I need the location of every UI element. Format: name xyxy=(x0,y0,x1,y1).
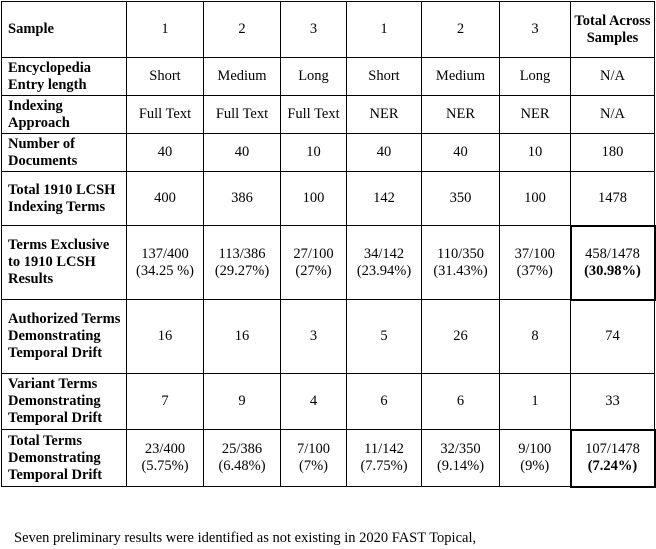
cell-percent: (29.27%) xyxy=(214,262,270,279)
cell-percent: (34.25 %) xyxy=(136,262,194,279)
header-col-3: 3 xyxy=(281,2,347,58)
row-label: Encyclopedia Entry length xyxy=(2,58,127,96)
total-cell: N/A xyxy=(571,58,655,96)
table-row xyxy=(2,374,655,430)
table-cell: 40 xyxy=(347,134,422,172)
header-total: Total Across Samples xyxy=(571,2,655,58)
cell-percent: (9.14%) xyxy=(436,458,485,474)
cell-fraction: 11/142 xyxy=(364,441,404,457)
row-label: Authorized Terms Demonstrating Temporal Drift xyxy=(2,300,127,374)
cell-percent: (23.94%) xyxy=(356,262,412,279)
cell-percent: (6.48%) xyxy=(218,458,266,474)
cell-fraction: 32/350 xyxy=(440,441,481,457)
cell-percent: (7%) xyxy=(299,458,328,474)
row-label: Indexing Approach xyxy=(2,96,127,134)
table-cell xyxy=(281,430,347,487)
cell-fraction: 27/100 xyxy=(293,245,334,262)
results-table xyxy=(1,1,656,488)
total-cell: 180 xyxy=(571,134,655,172)
table-cell: 5 xyxy=(347,300,422,374)
table-cell: Short xyxy=(347,58,422,96)
table-cell xyxy=(281,226,347,300)
table-cell xyxy=(500,226,571,300)
cell-fraction: 25/386 xyxy=(221,441,263,457)
cell-percent: (31.43%) xyxy=(433,262,488,279)
cell-fraction: 113/386 xyxy=(218,245,266,262)
table-cell: Short xyxy=(127,58,204,96)
cell-percent: (5.75%) xyxy=(141,458,189,474)
table-cell: 7 xyxy=(127,374,204,430)
table-cell: 40 xyxy=(204,134,281,172)
table-row xyxy=(2,430,655,487)
cell-percent: (30.98%) xyxy=(584,262,641,279)
table-cell: 386 xyxy=(204,172,281,226)
footnote-text: Seven preliminary results were identified as not existing in 2020 FAST Topical, xyxy=(14,530,477,546)
row-label: Number of Documents xyxy=(2,134,127,172)
table-cell: 3 xyxy=(281,300,347,374)
header-col-5: 2 xyxy=(422,2,500,58)
table-cell xyxy=(422,226,500,300)
table-cell xyxy=(127,430,204,487)
table-cell xyxy=(422,430,500,487)
table-cell: 142 xyxy=(347,172,422,226)
table-cell: 8 xyxy=(500,300,571,374)
table-cell: 40 xyxy=(127,134,204,172)
table-cell: 26 xyxy=(422,300,500,374)
table-cell xyxy=(347,430,422,487)
table-cell: Medium xyxy=(422,58,500,96)
total-cell: N/A xyxy=(571,96,655,134)
cell-percent: (27%) xyxy=(295,262,332,279)
table-cell: 1 xyxy=(500,374,571,430)
table-row xyxy=(2,300,655,374)
table-cell: 16 xyxy=(127,300,204,374)
table-cell: Full Text xyxy=(281,96,347,134)
cell-fraction: 137/400 xyxy=(141,245,189,262)
cell-fraction: 458/1478 xyxy=(585,245,640,262)
table-row xyxy=(2,172,655,226)
table-cell: 100 xyxy=(281,172,347,226)
table-cell: 10 xyxy=(500,134,571,172)
cell-percent: (9%) xyxy=(520,458,550,474)
cell-fraction: 34/142 xyxy=(363,245,405,262)
header-col-1: 1 xyxy=(127,2,204,58)
table-cell: 400 xyxy=(127,172,204,226)
table-cell: NER xyxy=(347,96,422,134)
table-row xyxy=(2,134,655,172)
row-label: Total 1910 LCSH Indexing Terms xyxy=(2,172,127,226)
table-cell: NER xyxy=(422,96,500,134)
header-col-4: 1 xyxy=(347,2,422,58)
table-cell xyxy=(204,226,281,300)
total-cell: 1478 xyxy=(571,172,655,226)
total-cell: 74 xyxy=(571,300,655,374)
table-cell: Full Text xyxy=(127,96,204,134)
table-cell: 9 xyxy=(204,374,281,430)
row-label: Terms Exclusive to 1910 LCSH Results xyxy=(2,226,127,300)
table-cell: Long xyxy=(281,58,347,96)
table-cell: 40 xyxy=(422,134,500,172)
table-cell: 100 xyxy=(500,172,571,226)
header-sample-label: Sample xyxy=(2,2,127,58)
cell-percent: (7.24%) xyxy=(587,458,638,474)
table-cell: 6 xyxy=(347,374,422,430)
total-cell: 33 xyxy=(571,374,655,430)
table-cell: 6 xyxy=(422,374,500,430)
row-label: Total Terms Demonstrating Temporal Drift xyxy=(2,430,127,487)
table-cell xyxy=(127,226,204,300)
cell-fraction: 23/400 xyxy=(144,441,186,457)
table-cell xyxy=(347,226,422,300)
table-cell: 10 xyxy=(281,134,347,172)
table-row xyxy=(2,58,655,96)
cell-percent: (7.75%) xyxy=(360,458,408,474)
total-cell-highlighted xyxy=(571,226,655,300)
table-cell xyxy=(500,430,571,487)
table-row xyxy=(2,96,655,134)
cell-percent: (37%) xyxy=(516,262,553,279)
cell-fraction: 110/350 xyxy=(437,245,484,262)
table-cell: Long xyxy=(500,58,571,96)
table-cell: 4 xyxy=(281,374,347,430)
header-col-2: 2 xyxy=(204,2,281,58)
cell-fraction: 107/1478 xyxy=(585,441,640,457)
table-cell: 350 xyxy=(422,172,500,226)
table-cell: NER xyxy=(500,96,571,134)
table-cell: Full Text xyxy=(204,96,281,134)
cell-fraction: 37/100 xyxy=(514,245,555,262)
header-col-6: 3 xyxy=(500,2,571,58)
table-cell: Medium xyxy=(204,58,281,96)
header-row xyxy=(2,2,655,58)
row-label: Variant Terms Demonstrating Temporal Drift xyxy=(2,374,127,430)
cell-fraction: 7/100 xyxy=(296,441,331,457)
total-cell-highlighted xyxy=(571,430,655,487)
table-row xyxy=(2,226,655,300)
table-cell xyxy=(204,430,281,487)
cell-fraction: 9/100 xyxy=(518,441,552,457)
table-cell: 16 xyxy=(204,300,281,374)
